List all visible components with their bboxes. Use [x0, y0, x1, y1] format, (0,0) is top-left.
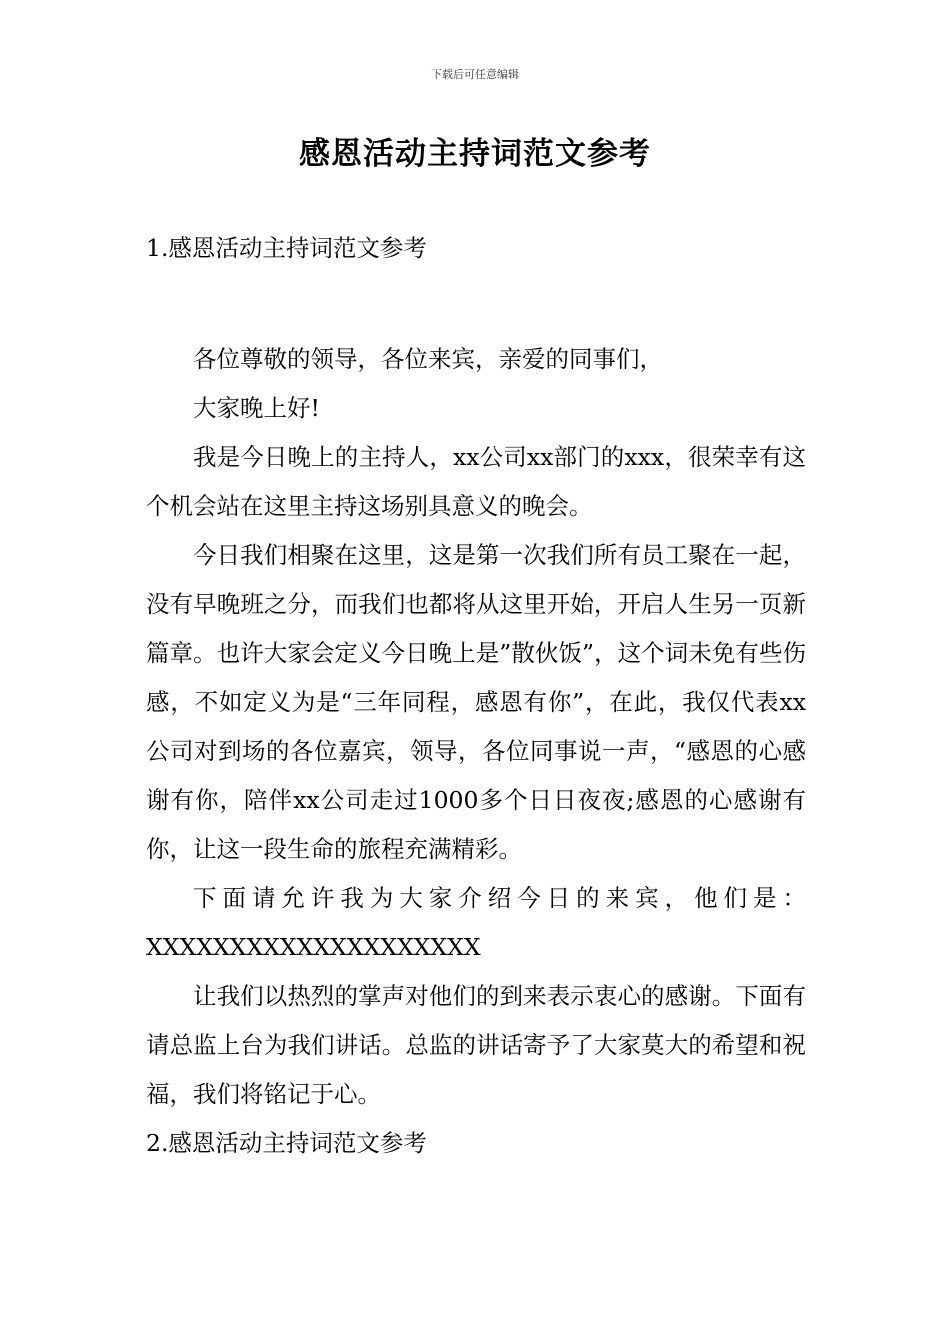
paragraph-greeting: 各位尊敬的领导，各位来宾，亲爱的同事们，: [193, 345, 663, 373]
section-spacer: [146, 273, 806, 335]
section-heading-1: 1.感恩活动主持词范文参考: [146, 234, 427, 262]
header-note: 下载后可任意编辑: [431, 68, 519, 81]
paragraph-host-intro: 我是今日晚上的主持人，xx公司xx部门的xxx，很荣幸有这个机会站在这里主持这场别具意义的晚会。: [146, 443, 806, 520]
document-title: 感恩活动主持词范文参考: [299, 136, 651, 172]
section-heading-2: 2.感恩活动主持词范文参考: [146, 1129, 427, 1157]
document-body: [146, 224, 806, 1168]
paragraph-guest-intro: 下面请允许我为大家介绍今日的来宾，他们是：: [193, 884, 806, 912]
paragraph-good-evening: 大家晚上好!: [193, 394, 320, 422]
paragraph-guest-list: XXXXXXXXXXXXXXXXXXXX: [146, 933, 481, 961]
paragraph-applause: 让我们以热烈的掌声对他们的到来表示衷心的感谢。下面有请总监上台为我们讲话。总监的讲话寄予了大家莫大的希望和祝福，我们将铭记于心。: [146, 982, 806, 1108]
paragraph-gathering: 今日我们相聚在这里，这是第一次我们所有员工聚在一起，没有早晚班之分，而我们也都将从这里开始，开启人生另一页新篇章。也许大家会定义今日晚上是”散伙饭”，这个词未免有些伤感，不如定义为是“三年同程，感恩有你”，在此，我仅代表xx公司对到场的各位嘉宾，领导，各位同事说一声，“感恩的心感谢有你，陪伴xx公司走过1000多个日日夜夜;感恩的心感谢有你，让这一段生命的旅程充满精彩。: [146, 541, 806, 863]
